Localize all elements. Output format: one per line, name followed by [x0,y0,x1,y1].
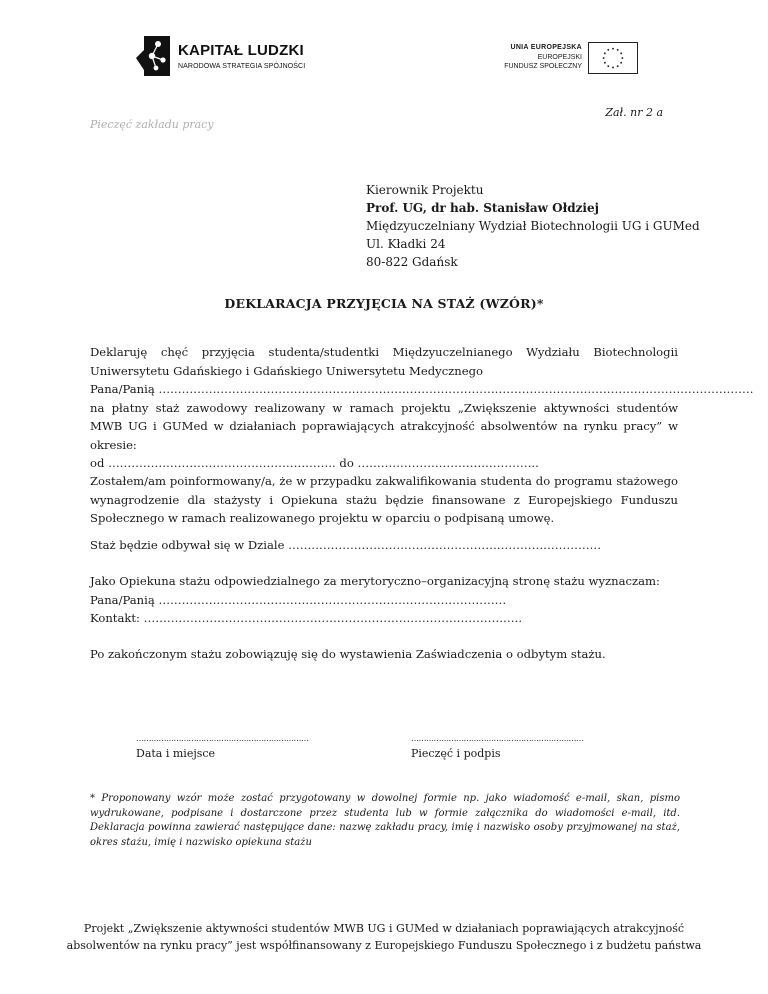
supervisor-paragraph [90,572,678,628]
footnote: * Proponowany wzór może zostać przygotowany w dowolnej formie np. jako wiadomość e-mail, skan, pismo wydrukowane, podpisane i dostarczone przez studenta lub w formie załącznika do wiadomości e-mail, itd. Deklaracja powinna zawierać następujące dane: nazwę zakładu pracy, imię i nazwisko osoby przyjmowanej na staż, okres stażu, imię i nazwisko opiekuna stażu [90,793,680,848]
contact-line: Kontakt: …………………………………………………………………………………….. [90,611,523,625]
stamp-signature [411,734,584,760]
department-line: Staż będzie odbywał się w Dziale ……………………………………………………………………… [90,538,602,552]
footer-line: absolwentów na rynku pracy” jest współfinansowany z Europejskiego Funduszu Społecznego i z budżetu państwa [66,939,702,952]
project-footer [0,920,768,954]
company-stamp-placeholder: Pieczęć zakładu pracy [90,118,214,131]
logo-title: KAPITAŁ LUDZKI [178,42,304,59]
logo-subtitle: NARODOWA STRATEGIA SPÓJNOŚCI [178,63,306,70]
addressee-name: Prof. UG, dr hab. Stanisław Ołdziej [366,201,599,215]
addressee-block [366,181,700,271]
date-place-signature [136,734,309,760]
footer-line: Projekt „Zwiększenie aktywności studentów MWB UG i GUMed w działaniach poprawiających atrakcyjność [83,922,685,935]
addressee-line: Ul. Kładki 24 [366,237,446,251]
paragraph-text: na płatny staż zawodowy realizowany w ramach projektu „Zwiększenie aktywności studentów MWB UG i GUMed w działaniach poprawiających atrakcyjność absolwentów na rynku pracy” w okresie: [90,400,678,452]
kapital-ludzki-emblem-icon [136,30,172,80]
signature-label: Pieczęć i podpis [411,747,501,760]
signature-dots: …………………………………………………………… [136,734,309,743]
supervisor-name-line: Pana/Panią ……………………………………………………………………………… [90,592,507,607]
eu-logo [498,42,638,76]
kapital-ludzki-logo [136,30,336,82]
paragraph-text: Jako Opiekuna stażu odpowiedzialnego za merytoryczno–organizacyjną stronę stażu wyznaczam: [90,574,660,588]
declaration-paragraph [90,343,754,473]
addressee-line: Kierownik Projektu [366,183,484,197]
period-line: od ………………………………………………….. do ……………………………………….. [90,456,539,470]
eu-logo-line1: UNIA EUROPEJSKA [510,44,582,51]
funding-paragraph: Zostałem/am poinformowany/a, że w przypadku zakwalifikowania studenta do programu stażowego wynagrodzenie dla stażysty i Opiekuna stażu będzie finansowane z Europejskiego Funduszu Społecznego w ramach realizowanego projektu w oparciu o podpisaną umowę. [90,474,678,525]
certificate-paragraph: Po zakończonym stażu zobowiązuję się do wystawienia Zaświadczenia o odbytym stażu. [90,647,606,661]
eu-flag-icon [588,42,638,74]
paragraph-text: Deklaruję chęć przyjęcia studenta/studentki Międzyuczelnianego Wydziału Biotechnologii Uniwersytetu Gdańskiego i Gdańskiego Uniwersytetu Medycznego [90,345,678,378]
signature-label: Data i miejsce [136,747,216,760]
document-title: DEKLARACJA PRZYJĘCIA NA STAŻ (WZÓR)* [224,296,544,311]
eu-logo-line3: FUNDUSZ SPOŁECZNY [504,63,582,70]
addressee-line: 80-822 Gdańsk [366,255,458,269]
student-name-line: Pana/Panią ………………………………………………………………………………………………………………………………………. [90,382,754,396]
eu-logo-line2: EUROPEJSKI [537,54,582,61]
signature-dots: …………………………………………………………… [411,734,584,743]
addressee-line: Międzyuczelniany Wydział Biotechnologii UG i GUMed [366,219,700,233]
attachment-label: Zał. nr 2 a [605,106,663,119]
